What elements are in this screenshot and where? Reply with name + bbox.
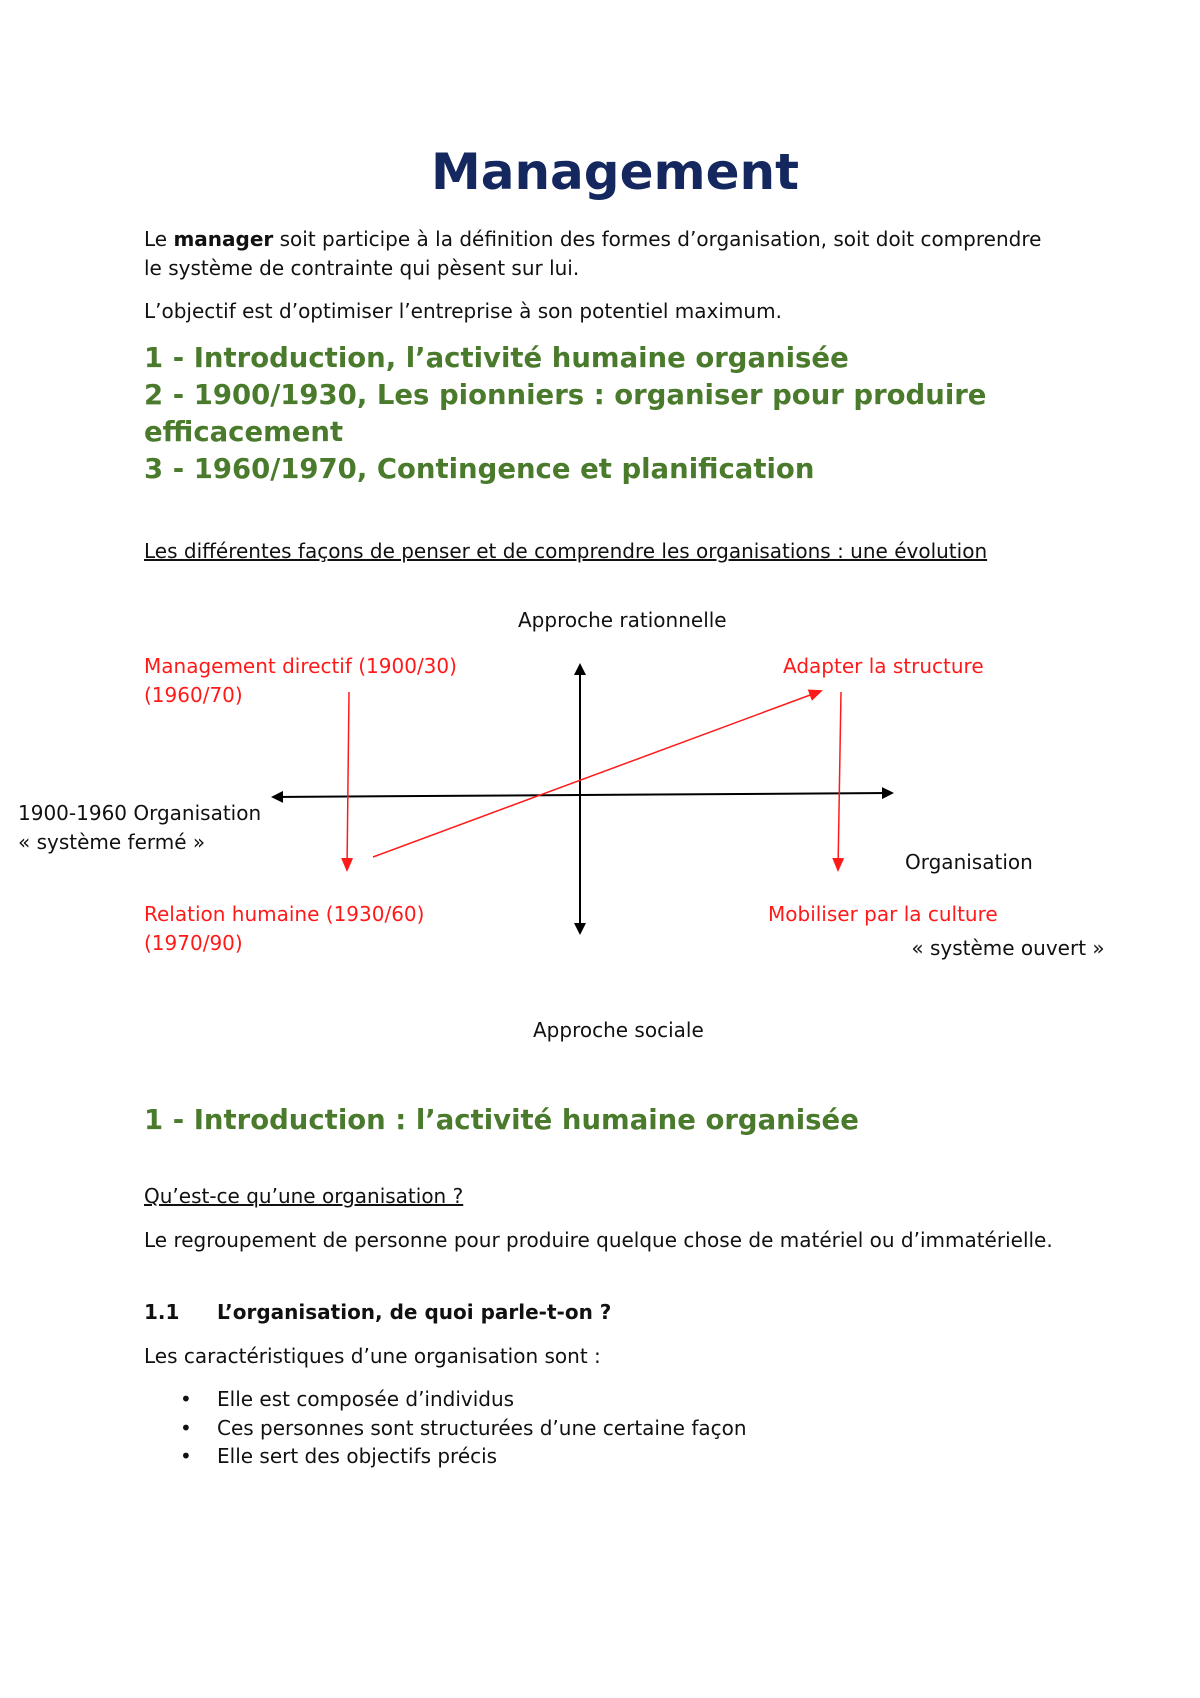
label-adapter-structure: Adapter la structure — [783, 654, 984, 678]
toc-item-1: 1 - Introduction, l’activité humaine organisée — [144, 342, 849, 374]
bullet-icon: • — [180, 1444, 192, 1468]
toc-item-2: 2 - 1900/1930, Les pionniers : organiser pour produire efficacement — [144, 379, 987, 448]
intro-prefix: Le — [144, 227, 174, 251]
intro-bold-manager: manager — [173, 227, 274, 251]
label-systeme-ouvert-line2: « système ouvert » — [905, 935, 1105, 960]
label-systeme-ferme-line2: « système fermé » — [18, 829, 206, 854]
red-arrow-relation-to-structure — [373, 691, 821, 857]
label-approche-sociale: Approche sociale — [533, 1018, 704, 1042]
label-systeme-ferme — [18, 799, 261, 856]
label-systeme-ouvert-line1: Organisation — [905, 850, 1033, 874]
label-relation-humaine-line2: (1970/90) — [144, 930, 243, 955]
red-arrow-structure-to-culture — [838, 692, 841, 870]
red-arrow-directif-to-relation — [347, 692, 349, 870]
section-1-heading: 1 - Introduction : l’activité humaine organisée — [144, 1104, 859, 1136]
objective-paragraph: L’objectif est d’optimiser l’entreprise à son potentiel maximum. — [144, 299, 782, 323]
label-management-directif-line2: (1960/70) — [144, 682, 243, 707]
horizontal-axis-right-arrow — [580, 793, 892, 795]
page-title: Management — [430, 143, 800, 201]
label-systeme-ferme-line1: 1900-1960 Organisation — [18, 801, 262, 825]
label-approche-rationnelle: Approche rationnelle — [518, 608, 727, 632]
intro-rest: soit participe à la définition des formes d’organisation, soit doit comprendre le système de contrainte qui pèsent sur lui. — [144, 227, 1042, 280]
list-item: • Elle est composée d’individus — [180, 1385, 747, 1414]
section-1-answer: Le regroupement de personne pour produire quelque chose de matériel ou d’immatérielle. — [144, 1228, 1053, 1252]
label-relation-humaine-line1: Relation humaine (1930/60) — [144, 902, 425, 926]
subsection-title: L’organisation, de quoi parle-t-on ? — [217, 1300, 612, 1324]
label-management-directif — [144, 652, 457, 709]
list-item: • Ces personnes sont structurées d’une certaine façon — [180, 1414, 747, 1443]
bullet-icon: • — [180, 1415, 192, 1440]
characteristics-intro: Les caractéristiques d’une organisation sont : — [144, 1344, 601, 1368]
subsection-1-1-heading — [144, 1298, 611, 1326]
section-1-question: Qu’est-ce qu’une organisation ? — [144, 1184, 464, 1208]
bullet-icon: • — [180, 1387, 192, 1411]
label-mobiliser-culture: Mobiliser par la culture — [768, 902, 998, 926]
label-relation-humaine — [144, 900, 424, 957]
list-item: • Elle sert des objectifs précis — [180, 1442, 747, 1471]
label-management-directif-line1: Management directif (1900/30) — [144, 654, 457, 678]
toc-item-3: 3 - 1960/1970, Contingence et planification — [144, 453, 815, 485]
subsection-number: 1.1 — [144, 1300, 180, 1324]
characteristics-list — [180, 1385, 747, 1471]
diagram-caption: Les différentes façons de penser et de comprendre les organisations : une évolution — [144, 539, 988, 563]
